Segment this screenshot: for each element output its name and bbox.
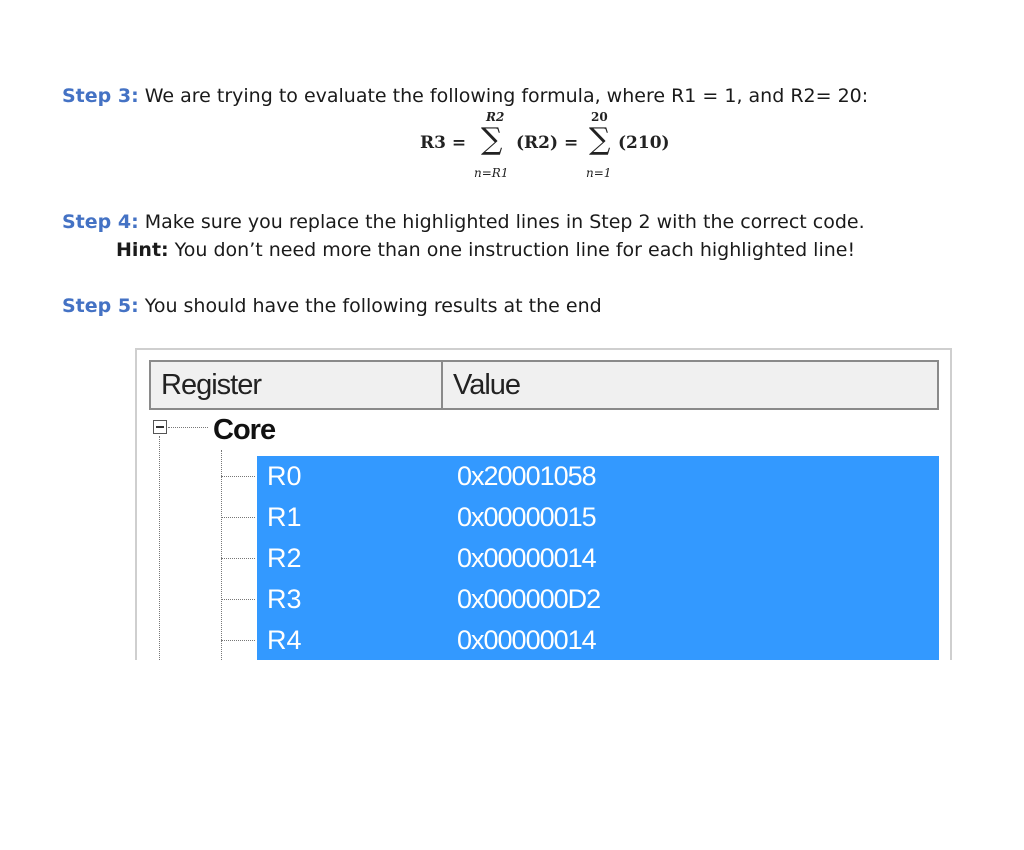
step4-line [62, 210, 865, 234]
step3-label: Step 3: [62, 85, 139, 107]
step5-label: Step 5: [62, 295, 139, 317]
column-header-register[interactable]: Register [161, 369, 261, 401]
tree-group-core[interactable] [137, 410, 950, 450]
step4-label: Step 4: [62, 211, 139, 233]
sigma2-upper: 20 [591, 110, 608, 124]
collapse-toggle-icon[interactable] [153, 420, 167, 434]
row-highlight [257, 620, 939, 660]
hint-text: You don’t need more than one instruction line for each highlighted line! [174, 239, 856, 261]
register-value: 0x20001058 [457, 461, 596, 491]
register-row[interactable] [137, 456, 950, 497]
register-row[interactable] [137, 579, 950, 620]
hint-label: Hint: [116, 239, 169, 261]
row-highlight [257, 456, 939, 497]
register-value: 0x00000014 [457, 625, 596, 655]
row-highlight [257, 538, 939, 579]
register-name: R4 [267, 625, 302, 655]
formula-lhs: R3 = [420, 133, 467, 153]
step4-text: Make sure you replace the highlighted lines in Step 2 with the correct code. [144, 211, 865, 233]
formula-term2: (210) [618, 133, 670, 153]
sigma1-symbol: ∑ [481, 122, 503, 157]
formula-term1: (R2) = [516, 133, 579, 153]
tree-connector [221, 599, 255, 600]
tree-connector [221, 558, 255, 559]
register-panel [135, 348, 952, 660]
register-row[interactable] [137, 620, 950, 660]
sigma1-lower: n=R1 [474, 166, 509, 180]
step5-line [62, 294, 602, 318]
register-name: R1 [267, 502, 302, 532]
column-header-value[interactable]: Value [453, 369, 521, 401]
register-name: R0 [267, 461, 302, 491]
register-table-header [149, 360, 939, 410]
step5-text: You should have the following results at the end [144, 295, 602, 317]
register-row[interactable] [137, 538, 950, 579]
register-value: 0x00000014 [457, 543, 596, 573]
step3-line [62, 84, 868, 108]
sigma2-symbol: ∑ [589, 122, 611, 157]
group-label-core: Core [213, 414, 276, 446]
sigma2-lower: n=1 [586, 166, 612, 180]
tree-connector [221, 476, 255, 477]
tree-connector [221, 640, 255, 641]
row-highlight [257, 497, 939, 538]
register-value: 0x00000015 [457, 502, 596, 532]
register-value: 0x000000D2 [457, 584, 601, 614]
register-name: R2 [267, 543, 302, 573]
register-row[interactable] [137, 497, 950, 538]
tree-connector [221, 517, 255, 518]
tree-connector [168, 427, 208, 428]
sigma1-upper: R2 [486, 110, 505, 124]
step3-text: We are trying to evaluate the following formula, where R1 = 1, and R2= 20: [144, 85, 869, 107]
register-name: R3 [267, 584, 302, 614]
hint-line [116, 238, 855, 262]
